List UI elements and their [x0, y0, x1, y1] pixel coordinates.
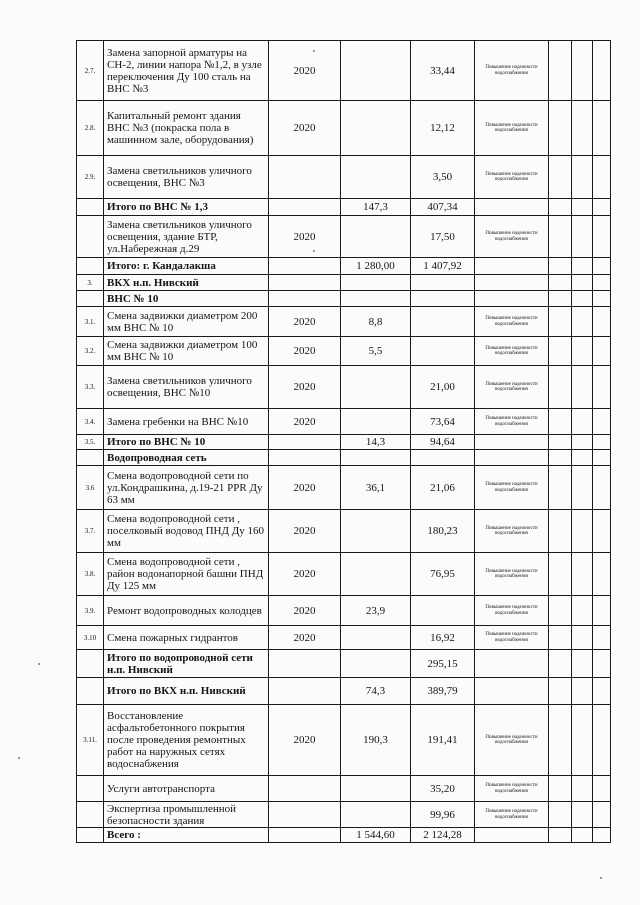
empty-cell	[572, 466, 593, 510]
empty-cell	[593, 776, 611, 802]
row-number: 3.1.	[77, 307, 104, 337]
work-description: Замена светильников уличного освещения, ВНС №3	[104, 156, 269, 199]
year-cell	[269, 156, 341, 199]
row-number	[77, 828, 104, 843]
cost-value-2	[411, 596, 475, 626]
table-row	[77, 435, 611, 450]
cost-value-1	[341, 650, 411, 678]
empty-cell	[593, 435, 611, 450]
empty-cell	[549, 307, 572, 337]
empty-cell	[593, 510, 611, 553]
empty-cell	[593, 553, 611, 596]
work-description: Итого по ВКХ н.п. Нивский	[104, 678, 269, 705]
work-description: Ремонт водопроводных колодцев	[104, 596, 269, 626]
empty-cell	[572, 101, 593, 156]
cost-value-1	[341, 626, 411, 650]
goal-cell	[475, 450, 549, 466]
table-row	[77, 409, 611, 435]
empty-cell	[593, 291, 611, 307]
empty-cell	[572, 626, 593, 650]
work-description: Замена светильников уличного освещения, ВНС №10	[104, 366, 269, 409]
year-cell: 2020	[269, 596, 341, 626]
cost-value-2	[411, 450, 475, 466]
empty-cell	[572, 650, 593, 678]
table-row	[77, 307, 611, 337]
table-row	[77, 450, 611, 466]
empty-cell	[572, 199, 593, 216]
cost-value-2	[411, 337, 475, 366]
goal-cell	[475, 275, 549, 291]
year-cell: 2020	[269, 510, 341, 553]
empty-cell	[572, 678, 593, 705]
work-description: Всего :	[104, 828, 269, 843]
empty-cell	[549, 337, 572, 366]
table-row	[77, 705, 611, 776]
goal-cell: Повышение надежности водоснабжения	[475, 596, 549, 626]
row-number: 3.4.	[77, 409, 104, 435]
empty-cell	[572, 291, 593, 307]
investment-program-table	[76, 40, 611, 843]
cost-value-1: 23,9	[341, 596, 411, 626]
empty-cell	[572, 337, 593, 366]
cost-value-1	[341, 553, 411, 596]
cost-value-1	[341, 366, 411, 409]
table-row	[77, 553, 611, 596]
year-cell: 2020	[269, 626, 341, 650]
year-cell	[269, 776, 341, 802]
empty-cell	[549, 291, 572, 307]
row-number: 3.7.	[77, 510, 104, 553]
row-number	[77, 678, 104, 705]
year-cell: 2020	[269, 366, 341, 409]
empty-cell	[549, 435, 572, 450]
row-number: 3.2.	[77, 337, 104, 366]
cost-value-1	[341, 275, 411, 291]
row-number: 3.10	[77, 626, 104, 650]
empty-cell	[549, 101, 572, 156]
empty-cell	[549, 510, 572, 553]
year-cell: 2020	[269, 41, 341, 101]
year-cell	[269, 275, 341, 291]
table-row	[77, 41, 611, 101]
table-row	[77, 366, 611, 409]
empty-cell	[593, 41, 611, 101]
table-row	[77, 596, 611, 626]
cost-value-2: 76,95	[411, 553, 475, 596]
goal-cell: Повышение надежности водоснабжения	[475, 802, 549, 828]
empty-cell	[593, 337, 611, 366]
cost-value-2: 17,50	[411, 216, 475, 258]
year-cell: 2020	[269, 409, 341, 435]
table-row	[77, 337, 611, 366]
cost-value-2: 191,41	[411, 705, 475, 776]
empty-cell	[549, 705, 572, 776]
year-cell	[269, 802, 341, 828]
table-row	[77, 650, 611, 678]
empty-cell	[572, 216, 593, 258]
work-description: Водопроводная сеть	[104, 450, 269, 466]
empty-cell	[572, 596, 593, 626]
empty-cell	[593, 216, 611, 258]
empty-cell	[572, 258, 593, 275]
empty-cell	[593, 802, 611, 828]
row-number	[77, 450, 104, 466]
year-cell	[269, 650, 341, 678]
table-body	[77, 41, 611, 843]
year-cell	[269, 450, 341, 466]
cost-value-2: 16,92	[411, 626, 475, 650]
goal-cell: Повышение надежности водоснабжения	[475, 626, 549, 650]
row-number: 3.9.	[77, 596, 104, 626]
empty-cell	[549, 366, 572, 409]
table-row	[77, 275, 611, 291]
table-row	[77, 291, 611, 307]
empty-cell	[572, 553, 593, 596]
cost-value-1: 147,3	[341, 199, 411, 216]
scan-speck	[600, 877, 602, 879]
empty-cell	[549, 802, 572, 828]
cost-value-2: 73,64	[411, 409, 475, 435]
cost-value-1	[341, 409, 411, 435]
cost-value-2: 33,44	[411, 41, 475, 101]
empty-cell	[572, 41, 593, 101]
empty-cell	[549, 409, 572, 435]
cost-value-1	[341, 101, 411, 156]
goal-cell: Повышение надежности водоснабжения	[475, 366, 549, 409]
goal-cell: Повышение надежности водоснабжения	[475, 776, 549, 802]
goal-cell	[475, 435, 549, 450]
cost-value-2: 21,00	[411, 366, 475, 409]
row-number	[77, 199, 104, 216]
goal-cell: Повышение надежности водоснабжения	[475, 553, 549, 596]
goal-cell: Повышение надежности водоснабжения	[475, 307, 549, 337]
scan-speck	[18, 757, 20, 759]
year-cell: 2020	[269, 307, 341, 337]
empty-cell	[549, 776, 572, 802]
empty-cell	[549, 275, 572, 291]
table-row	[77, 626, 611, 650]
table-row	[77, 802, 611, 828]
row-number: 3.5.	[77, 435, 104, 450]
empty-cell	[549, 450, 572, 466]
empty-cell	[593, 258, 611, 275]
cost-value-1	[341, 216, 411, 258]
goal-cell: Повышение надежности водоснабжения	[475, 41, 549, 101]
empty-cell	[549, 650, 572, 678]
year-cell: 2020	[269, 101, 341, 156]
empty-cell	[572, 156, 593, 199]
empty-cell	[593, 626, 611, 650]
table-row	[77, 510, 611, 553]
work-description: ВКХ н.п. Нивский	[104, 275, 269, 291]
work-description: Смена водопроводной сети по ул.Кондрашкина, д.19-21 PPR Ду 63 мм	[104, 466, 269, 510]
cost-value-2: 12,12	[411, 101, 475, 156]
row-number: 3.	[77, 275, 104, 291]
work-description: Смена задвижки диаметром 200 мм ВНС № 10	[104, 307, 269, 337]
row-number: 3.3.	[77, 366, 104, 409]
cost-value-1	[341, 41, 411, 101]
cost-value-1: 36,1	[341, 466, 411, 510]
cost-value-2	[411, 291, 475, 307]
goal-cell: Повышение надежности водоснабжения	[475, 156, 549, 199]
cost-value-2: 99,96	[411, 802, 475, 828]
cost-value-1	[341, 802, 411, 828]
table-row	[77, 828, 611, 843]
empty-cell	[549, 678, 572, 705]
empty-cell	[593, 828, 611, 843]
cost-value-2	[411, 275, 475, 291]
row-number: 2.7.	[77, 41, 104, 101]
empty-cell	[593, 275, 611, 291]
work-description: Экспертиза промышленной безопасности здания	[104, 802, 269, 828]
goal-cell: Повышение надежности водоснабжения	[475, 101, 549, 156]
goal-cell: Повышение надежности водоснабжения	[475, 216, 549, 258]
goal-cell: Повышение надежности водоснабжения	[475, 409, 549, 435]
cost-value-1	[341, 291, 411, 307]
table-row	[77, 199, 611, 216]
empty-cell	[572, 366, 593, 409]
empty-cell	[549, 466, 572, 510]
goal-cell	[475, 258, 549, 275]
year-cell	[269, 199, 341, 216]
empty-cell	[572, 802, 593, 828]
cost-value-2: 3,50	[411, 156, 475, 199]
empty-cell	[549, 156, 572, 199]
year-cell	[269, 291, 341, 307]
work-description: Капитальный ремонт здания ВНС №3 (покраска пола в машинном зале, оборудования)	[104, 101, 269, 156]
cost-value-2: 21,06	[411, 466, 475, 510]
empty-cell	[572, 828, 593, 843]
row-number: 2.8.	[77, 101, 104, 156]
year-cell	[269, 678, 341, 705]
work-description: Итого по ВНС № 10	[104, 435, 269, 450]
empty-cell	[593, 156, 611, 199]
goal-cell	[475, 678, 549, 705]
empty-cell	[572, 275, 593, 291]
cost-value-2: 389,79	[411, 678, 475, 705]
work-description: Услуги автотранспорта	[104, 776, 269, 802]
empty-cell	[593, 366, 611, 409]
row-number	[77, 776, 104, 802]
year-cell	[269, 258, 341, 275]
cost-value-1: 8,8	[341, 307, 411, 337]
work-description: Замена гребенки на ВНС №10	[104, 409, 269, 435]
cost-value-1: 5,5	[341, 337, 411, 366]
scan-speck	[313, 50, 315, 52]
cost-value-1	[341, 450, 411, 466]
empty-cell	[572, 307, 593, 337]
empty-cell	[549, 258, 572, 275]
cost-value-2: 35,20	[411, 776, 475, 802]
empty-cell	[549, 553, 572, 596]
goal-cell	[475, 828, 549, 843]
empty-cell	[593, 466, 611, 510]
table-row	[77, 101, 611, 156]
table-row	[77, 216, 611, 258]
empty-cell	[549, 626, 572, 650]
empty-cell	[593, 307, 611, 337]
cost-value-2	[411, 307, 475, 337]
empty-cell	[593, 101, 611, 156]
row-number: 2.9.	[77, 156, 104, 199]
goal-cell: Повышение надежности водоснабжения	[475, 510, 549, 553]
empty-cell	[549, 828, 572, 843]
work-description: Итого: г. Кандалакша	[104, 258, 269, 275]
table-row	[77, 678, 611, 705]
table-row	[77, 466, 611, 510]
empty-cell	[593, 409, 611, 435]
year-cell: 2020	[269, 466, 341, 510]
row-number	[77, 216, 104, 258]
empty-cell	[549, 41, 572, 101]
empty-cell	[593, 650, 611, 678]
year-cell: 2020	[269, 553, 341, 596]
row-number	[77, 802, 104, 828]
year-cell: 2020	[269, 337, 341, 366]
scan-speck	[313, 250, 315, 252]
cost-value-1: 14,3	[341, 435, 411, 450]
work-description: Замена запорной арматуры на СН-2, линии напора №1,2, в узле переключения Ду 100 сталь на ВНС №3	[104, 41, 269, 101]
cost-value-1: 1 544,60	[341, 828, 411, 843]
work-description: Итого по ВНС № 1,3	[104, 199, 269, 216]
empty-cell	[572, 409, 593, 435]
empty-cell	[549, 199, 572, 216]
cost-value-2: 94,64	[411, 435, 475, 450]
work-description: ВНС № 10	[104, 291, 269, 307]
empty-cell	[593, 450, 611, 466]
work-description: Замена светильников уличного освещения, здание БТР, ул.Набережная д.29	[104, 216, 269, 258]
cost-value-1	[341, 776, 411, 802]
year-cell	[269, 435, 341, 450]
year-cell: 2020	[269, 705, 341, 776]
empty-cell	[593, 199, 611, 216]
cost-value-1	[341, 510, 411, 553]
cost-value-2: 407,34	[411, 199, 475, 216]
empty-cell	[572, 510, 593, 553]
goal-cell	[475, 199, 549, 216]
empty-cell	[572, 435, 593, 450]
cost-value-1: 74,3	[341, 678, 411, 705]
cost-value-1	[341, 156, 411, 199]
work-description: Смена пожарных гидрантов	[104, 626, 269, 650]
empty-cell	[572, 450, 593, 466]
work-description: Смена задвижки диаметром 100 мм ВНС № 10	[104, 337, 269, 366]
work-description: Восстановление асфальтобетонного покрытия после проведения ремонтных работ на наружных сетях водоснабжения	[104, 705, 269, 776]
row-number	[77, 650, 104, 678]
goal-cell	[475, 291, 549, 307]
table-row	[77, 258, 611, 275]
empty-cell	[572, 776, 593, 802]
table-row	[77, 156, 611, 199]
goal-cell	[475, 650, 549, 678]
row-number: 3.6	[77, 466, 104, 510]
row-number	[77, 291, 104, 307]
goal-cell: Повышение надежности водоснабжения	[475, 337, 549, 366]
empty-cell	[593, 678, 611, 705]
cost-value-1: 190,3	[341, 705, 411, 776]
empty-cell	[549, 596, 572, 626]
work-description: Итого по водопроводной сети н.п. Нивский	[104, 650, 269, 678]
goal-cell: Повышение надежности водоснабжения	[475, 705, 549, 776]
empty-cell	[593, 705, 611, 776]
goal-cell: Повышение надежности водоснабжения	[475, 466, 549, 510]
year-cell: 2020	[269, 216, 341, 258]
empty-cell	[593, 596, 611, 626]
work-description: Смена водопроводной сети , поселковый водовод ПНД Ду 160 мм	[104, 510, 269, 553]
empty-cell	[572, 705, 593, 776]
cost-value-2: 295,15	[411, 650, 475, 678]
work-description: Смена водопроводной сети , район водонапорной башни ПНД Ду 125 мм	[104, 553, 269, 596]
row-number: 3.8.	[77, 553, 104, 596]
cost-value-2: 2 124,28	[411, 828, 475, 843]
year-cell	[269, 828, 341, 843]
cost-value-2: 180,23	[411, 510, 475, 553]
cost-value-2: 1 407,92	[411, 258, 475, 275]
empty-cell	[549, 216, 572, 258]
table-row	[77, 776, 611, 802]
scan-speck	[38, 663, 40, 665]
row-number	[77, 258, 104, 275]
row-number: 3.11.	[77, 705, 104, 776]
cost-value-1: 1 280,00	[341, 258, 411, 275]
